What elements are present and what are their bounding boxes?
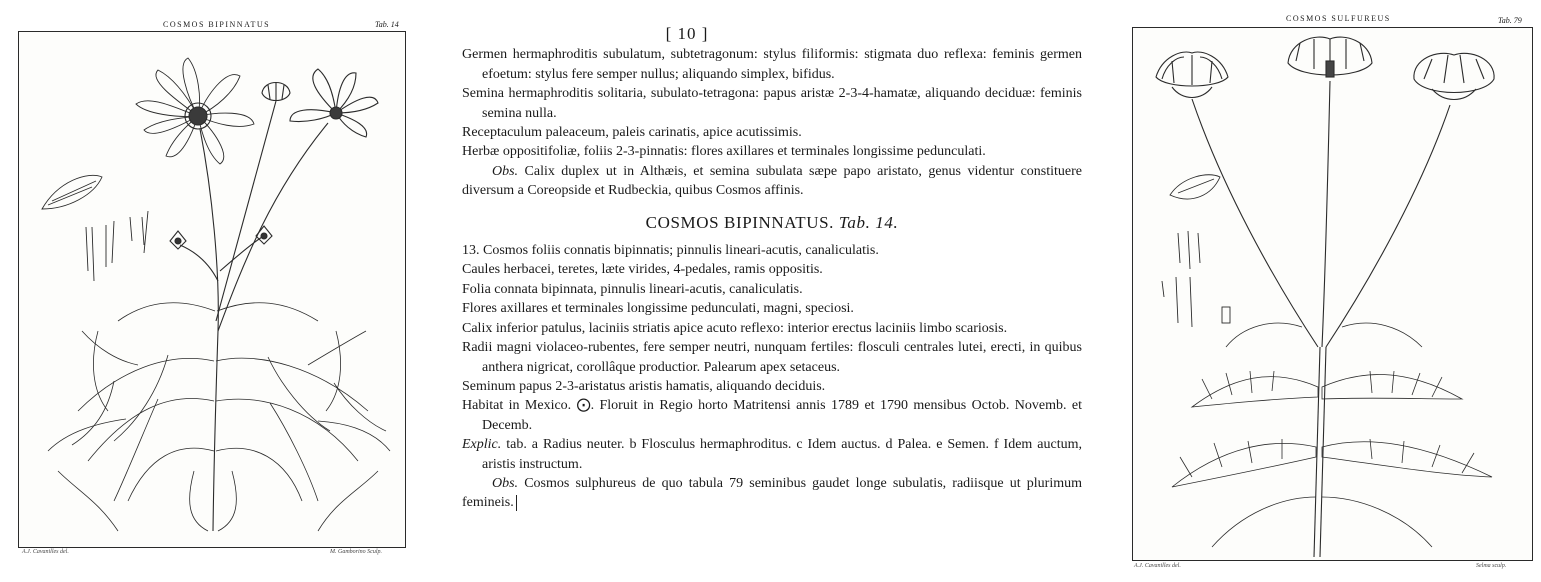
left-bud [262, 83, 290, 102]
intro-paragraph-3: Receptaculum paleaceum, paleis carinatis, apice acutissimis. [462, 125, 802, 141]
right-plate [1120, 0, 1541, 582]
right-plate-credit-left: A.J. Cavanilles del. [1134, 563, 1181, 569]
description-line-7: Seminum papus 2-3-aristatus aristis hamatis, aliquando deciduis. [462, 378, 826, 394]
page-number: [ 10 ] [665, 24, 709, 43]
right-details [1162, 175, 1230, 327]
obs-paragraph-2 [462, 474, 1082, 513]
description-line-1: 13. Cosmos foliis connatis bipinnatis; pinnulis lineari-acutis, canaliculatis. [462, 243, 879, 259]
left-plate-credit-left: A.J. Cavanilles del. [22, 549, 69, 555]
obs-label: Obs. [492, 163, 519, 179]
right-plate-credit-right: Selma sculp. [1476, 563, 1507, 569]
right-flower-center [1288, 37, 1372, 77]
left-plate-tab: Tab. 14 [375, 20, 399, 29]
left-plate-engraving [18, 31, 404, 546]
left-foliage [48, 303, 390, 531]
description-line-8: Habitat in Mexico. ⨀. Floruit in Regio horto Matritensi annis 1789 et 1790 mensibus Octob. Novemb. et Decemb. [462, 398, 1082, 433]
obs2-label: Obs. [492, 475, 519, 491]
left-main-stem [200, 129, 218, 531]
species-heading-tab: Tab. 14. [838, 212, 899, 232]
right-foliage [1172, 323, 1492, 547]
intro-paragraph-2: Semina hermaphroditis solitaria, subulato-tetragona: papus aristæ 2-3-4-hamatæ, aliquando deciduæ: feminis semina nulla. [462, 86, 1082, 121]
obs-text: Calix duplex ut in Althæis, et semina subulata sæpe papo aristato, genus videntur constituere diversum a Coreopside et Rudbeckia, quibus Cosmos affinis. [462, 163, 1082, 199]
species-heading-main: COSMOS BIPINNATUS. [645, 212, 835, 232]
left-main-flower [136, 58, 254, 164]
left-plate-title: COSMOS BIPINNATUS [163, 20, 271, 29]
right-peduncle-right [1326, 105, 1450, 347]
obs-paragraph-1 [462, 162, 1082, 201]
intro-paragraph-1: Germen hermaphroditis subulatum, subtetragonum: stylus filiformis: stigmata duo reflexa: feminis germen efoetum: stylus fere semper nullus; aliquando simplex, bifidus. [462, 47, 1082, 82]
text-cursor [516, 495, 517, 511]
document-page [462, 24, 1082, 513]
right-plate-title: COSMOS SULFUREUS [1286, 14, 1391, 23]
left-second-flower [290, 69, 378, 137]
obs2-text: Cosmos sulphureus de quo tabula 79 seminibus gaudet longe subulatis, radiisque ut plurimum femineis. [462, 475, 1082, 511]
species-heading [462, 213, 1082, 232]
description-line-6: Radii magni violaceo-rubentes, fere semper neutri, nunquam fertiles: flosculi centrales lutei, erecti, in quibus anthera nigricat, corollâque productior. Palearum apex setaceus. [462, 340, 1082, 375]
right-plate-engraving [1132, 27, 1531, 559]
right-flower-right [1414, 53, 1494, 99]
description-line-3: Folia connata bipinnata, pinnulis lineari-acutis, canaliculatis. [462, 281, 803, 297]
explic-label: Explic. [462, 437, 502, 453]
left-details [42, 175, 148, 281]
left-plate-credit-right: M. Gamborino Sculp. [330, 549, 382, 555]
right-peduncle-left [1192, 99, 1318, 347]
left-plate [0, 0, 420, 582]
right-plate-tab: Tab. 79 [1498, 16, 1522, 25]
description-line-2: Caules herbacei, teretes, læte virides, 4-pedales, ramis oppositis. [462, 262, 823, 278]
explic-text: tab. a Radius neuter. b Flosculus hermaphroditus. c Idem auctus. d Palea. e Semen. f Idem auctum, aristis instructum. [482, 437, 1082, 472]
explic-paragraph [462, 435, 1082, 474]
right-flower-left [1156, 52, 1228, 98]
right-peduncle-center [1322, 81, 1330, 347]
right-main-stem [1314, 347, 1320, 557]
description-line-5: Calix inferior patulus, laciniis striatis apice acuto reflexo: interior erectus laciniis limbo scariosis. [462, 320, 1008, 336]
intro-paragraph-4: Herbæ oppositifoliæ, foliis 2-3-pinnatis: flores axillares et terminales longissime pedunculati. [462, 144, 986, 160]
description-line-4: Flores axillares et terminales longissime pedunculati, magni, speciosi. [462, 301, 854, 317]
